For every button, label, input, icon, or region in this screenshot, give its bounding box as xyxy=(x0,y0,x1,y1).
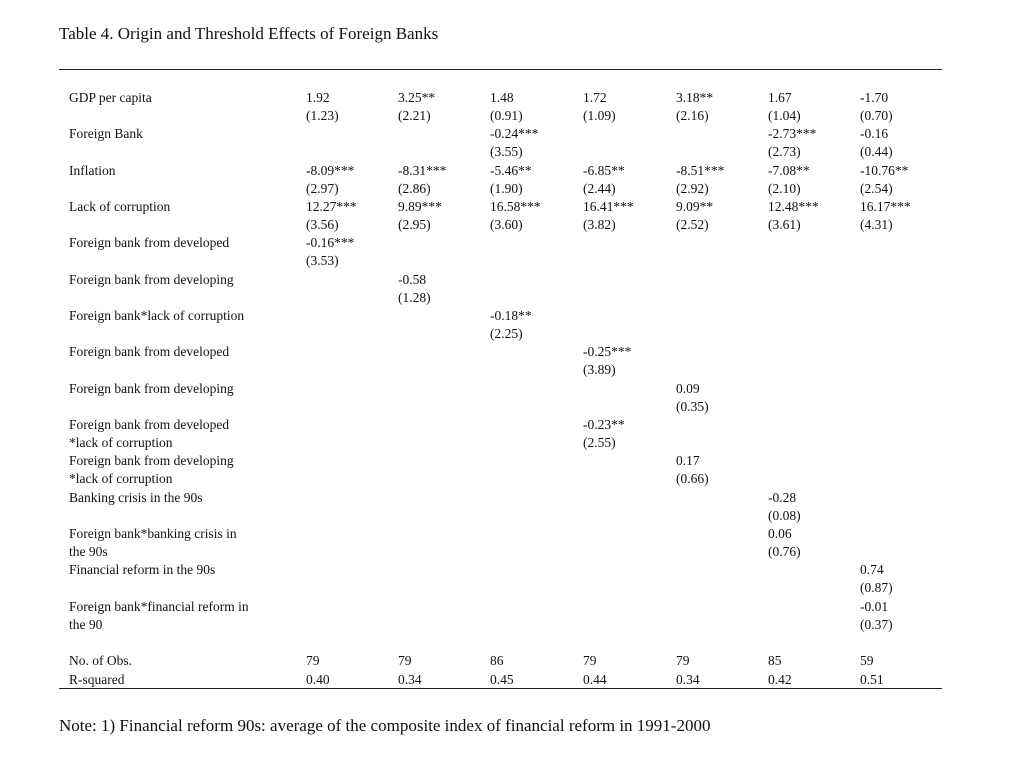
row-label: Foreign bank*banking crisis in xyxy=(69,526,237,541)
row-label: the 90s xyxy=(69,544,108,560)
coefficient-value: 9.09** xyxy=(676,199,714,214)
coefficient-value: -8.51*** xyxy=(676,163,725,178)
row-label: GDP per capita xyxy=(69,90,152,105)
footer-value: 0.42 xyxy=(768,672,792,687)
table-title: Table 4. Origin and Threshold Effects of Foreign Banks xyxy=(59,24,439,43)
statistic-value: (2.44) xyxy=(583,181,616,197)
coefficient-value: -6.85** xyxy=(583,163,625,178)
coefficient-value: 1.92 xyxy=(306,90,330,105)
row-label: Foreign bank*financial reform in xyxy=(69,599,249,614)
coefficient-value: -0.16*** xyxy=(306,235,355,250)
statistic-value: (0.44) xyxy=(860,144,893,160)
statistic-value: (0.76) xyxy=(768,544,801,560)
coefficient-value: 16.58*** xyxy=(490,199,541,214)
footer-value: 0.40 xyxy=(306,672,330,687)
statistic-value: (1.90) xyxy=(490,181,523,197)
footer-value: 79 xyxy=(398,653,412,668)
coefficient-value: -7.08** xyxy=(768,163,810,178)
coefficient-value: -0.58 xyxy=(398,272,427,287)
statistic-value: (3.82) xyxy=(583,217,616,233)
footer-value: 59 xyxy=(860,653,874,668)
footer-value: 86 xyxy=(490,653,504,668)
coefficient-value: 1.72 xyxy=(583,90,607,105)
row-label: Financial reform in the 90s xyxy=(69,562,216,577)
coefficient-value: 3.25** xyxy=(398,90,436,105)
statistic-value: (2.86) xyxy=(398,181,431,197)
bottom-rule xyxy=(59,688,942,689)
statistic-value: (3.56) xyxy=(306,217,339,233)
coefficient-value: -0.23** xyxy=(583,417,625,432)
statistic-value: (0.37) xyxy=(860,617,893,633)
statistic-value: (2.21) xyxy=(398,108,431,124)
statistic-value: (0.87) xyxy=(860,580,893,596)
statistic-value: (2.52) xyxy=(676,217,709,233)
coefficient-value: -2.73*** xyxy=(768,126,817,141)
coefficient-value: -0.25*** xyxy=(583,344,632,359)
statistic-value: (3.53) xyxy=(306,253,339,269)
coefficient-value: 0.17 xyxy=(676,453,700,468)
statistic-value: (2.95) xyxy=(398,217,431,233)
footer-value: 0.34 xyxy=(676,672,700,687)
footer-value: 0.44 xyxy=(583,672,607,687)
statistic-value: (3.89) xyxy=(583,362,616,378)
footer-value: 0.45 xyxy=(490,672,514,687)
coefficient-value: 3.18** xyxy=(676,90,714,105)
statistic-value: (1.23) xyxy=(306,108,339,124)
coefficient-value: -8.31*** xyxy=(398,163,447,178)
footer-value: 79 xyxy=(306,653,320,668)
coefficient-value: -0.01 xyxy=(860,599,889,614)
row-label: Foreign bank from developing xyxy=(69,381,234,396)
coefficient-value: 1.67 xyxy=(768,90,792,105)
footer-value: 0.51 xyxy=(860,672,884,687)
statistic-value: (2.10) xyxy=(768,181,801,197)
statistic-value: (0.35) xyxy=(676,399,709,415)
footer-value: 79 xyxy=(583,653,597,668)
statistic-value: (0.91) xyxy=(490,108,523,124)
row-label: Foreign bank*lack of corruption xyxy=(69,308,245,323)
statistic-value: (2.55) xyxy=(583,435,616,451)
row-label: Foreign bank from developing xyxy=(69,453,234,468)
statistic-value: (3.60) xyxy=(490,217,523,233)
row-label: Banking crisis in the 90s xyxy=(69,490,203,505)
statistic-value: (0.70) xyxy=(860,108,893,124)
coefficient-value: -1.70 xyxy=(860,90,889,105)
coefficient-value: -0.28 xyxy=(768,490,797,505)
coefficient-value: -10.76** xyxy=(860,163,909,178)
table-note: Note: 1) Financial reform 90s: average of the composite index of financial reform in 1991-2000 xyxy=(59,716,711,735)
coefficient-value: -0.18** xyxy=(490,308,532,323)
coefficient-value: 12.48*** xyxy=(768,199,819,214)
statistic-value: (3.55) xyxy=(490,144,523,160)
top-rule xyxy=(59,69,942,70)
row-label: the 90 xyxy=(69,617,103,633)
row-label: *lack of corruption xyxy=(69,435,173,451)
statistic-value: (2.54) xyxy=(860,181,893,197)
statistic-value: (3.61) xyxy=(768,217,801,233)
footer-value: 79 xyxy=(676,653,690,668)
statistic-value: (1.28) xyxy=(398,290,431,306)
statistic-value: (0.08) xyxy=(768,508,801,524)
coefficient-value: -8.09*** xyxy=(306,163,355,178)
statistic-value: (2.97) xyxy=(306,181,339,197)
coefficient-value: -5.46** xyxy=(490,163,532,178)
row-label: Foreign Bank xyxy=(69,126,143,141)
coefficient-value: -0.24*** xyxy=(490,126,539,141)
statistic-value: (1.04) xyxy=(768,108,801,124)
row-label: *lack of corruption xyxy=(69,471,173,487)
statistic-value: (0.66) xyxy=(676,471,709,487)
statistic-value: (1.09) xyxy=(583,108,616,124)
footer-value: 0.34 xyxy=(398,672,422,687)
coefficient-value: 0.74 xyxy=(860,562,884,577)
statistic-value: (2.16) xyxy=(676,108,709,124)
footer-label: No. of Obs. xyxy=(69,653,132,668)
row-label: Foreign bank from developed xyxy=(69,344,230,359)
coefficient-value: 1.48 xyxy=(490,90,514,105)
coefficient-value: 0.06 xyxy=(768,526,792,541)
coefficient-value: -0.16 xyxy=(860,126,889,141)
statistic-value: (2.92) xyxy=(676,181,709,197)
footer-label: R-squared xyxy=(69,672,125,687)
coefficient-value: 0.09 xyxy=(676,381,700,396)
row-label: Foreign bank from developed xyxy=(69,235,230,250)
statistic-value: (2.73) xyxy=(768,144,801,160)
coefficient-value: 9.89*** xyxy=(398,199,442,214)
row-label: Foreign bank from developed xyxy=(69,417,230,432)
row-label: Inflation xyxy=(69,163,116,178)
row-label: Foreign bank from developing xyxy=(69,272,234,287)
coefficient-value: 16.17*** xyxy=(860,199,911,214)
coefficient-value: 12.27*** xyxy=(306,199,357,214)
coefficient-value: 16.41*** xyxy=(583,199,634,214)
footer-value: 85 xyxy=(768,653,782,668)
statistic-value: (4.31) xyxy=(860,217,893,233)
row-label: Lack of corruption xyxy=(69,199,171,214)
statistic-value: (2.25) xyxy=(490,326,523,342)
